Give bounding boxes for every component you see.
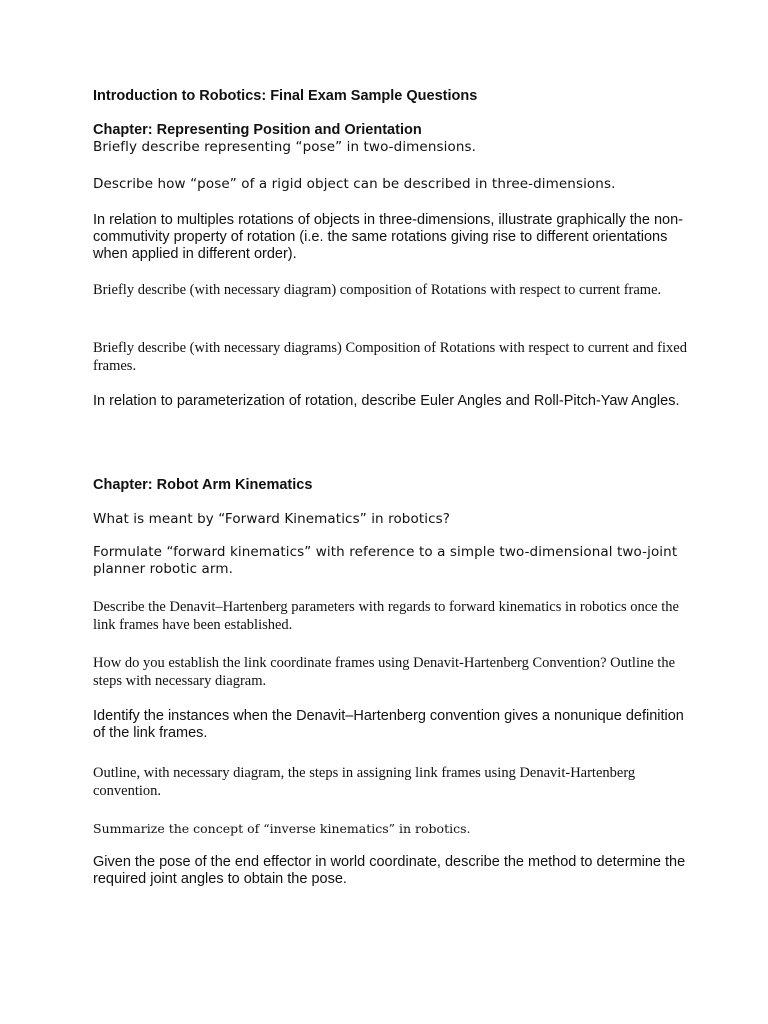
question: Formulate “forward kinematics” with reference to a simple two-dimensional two-joint planner robotic arm. [93,544,678,577]
question: How do you establish the link coordinate frames using Denavit-Hartenberg Convention? Outline the steps with necessary diagram. [93,655,676,689]
question: Outline, with necessary diagram, the steps in assigning link frames using Denavit-Hartenberg convention. [93,765,636,799]
chapter-heading: Chapter: Representing Position and Orientation [93,122,422,138]
chapter-heading: Chapter: Robot Arm Kinematics [93,477,313,493]
question: Identify the instances when the Denavit–Hartenberg convention gives a nonunique definition of the link frames. [93,708,684,741]
question: What is meant by “Forward Kinematics” in robotics? [93,511,450,527]
question: Briefly describe representing “pose” in two-dimensions. [93,139,477,155]
question: In relation to multiples rotations of objects in three-dimensions, illustrate graphically the non-commutivity property of rotation (i.e. the same rotations giving rise to different orientations when applied in different order). [93,212,683,262]
question: Describe how “pose” of a rigid object can be described in three-dimensions. [93,176,616,192]
question: Given the pose of the end effector in world coordinate, describe the method to determine the required joint angles to obtain the pose. [93,854,686,887]
question: Briefly describe (with necessary diagrams) Composition of Rotations with respect to current and fixed frames. [93,340,687,374]
question: Briefly describe (with necessary diagram) composition of Rotations with respect to current frame. [93,282,662,298]
question: Summarize the concept of “inverse kinematics” in robotics. [93,821,471,836]
question: Describe the Denavit–Hartenberg parameters with regards to forward kinematics in robotics once the link frames have been established. [93,599,679,633]
document-title: Introduction to Robotics: Final Exam Sample Questions [93,88,478,104]
question: In relation to parameterization of rotation, describe Euler Angles and Roll-Pitch-Yaw Angles. [93,393,680,409]
